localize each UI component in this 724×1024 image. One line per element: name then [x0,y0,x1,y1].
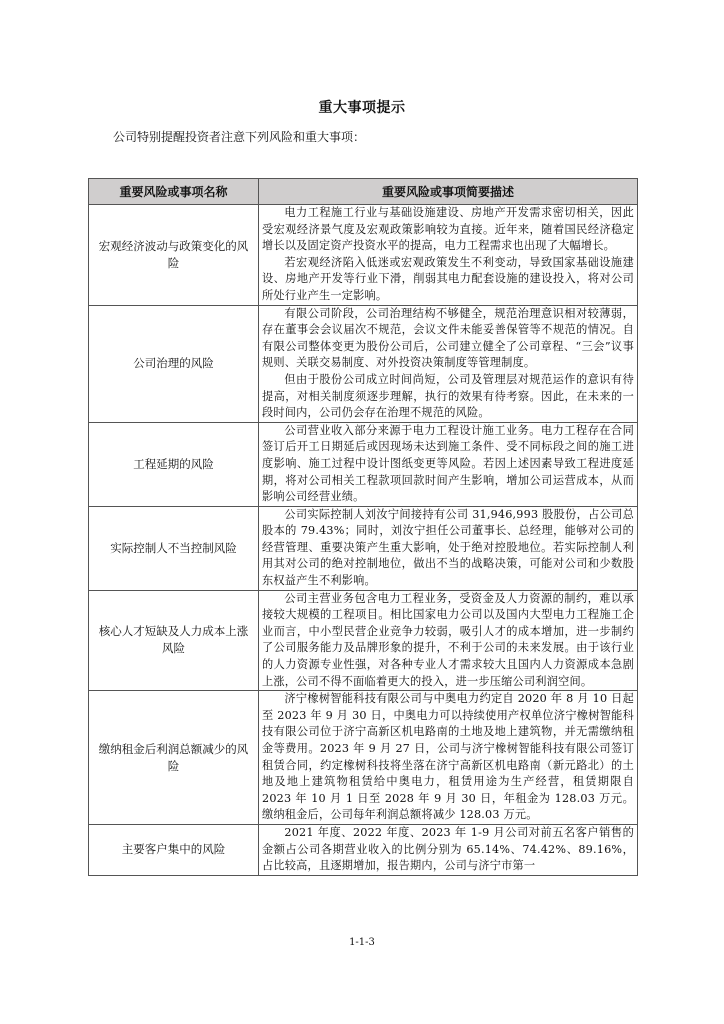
risk-table [88,178,638,876]
risk-name-cell: 公司治理的风险 [89,305,259,422]
risk-table-body [89,205,638,876]
risk-name-cell: 实际控制人不当控制风险 [89,506,259,590]
table-row [89,422,638,506]
header-risk-description: 重要风险或事项简要描述 [259,179,638,205]
risk-name-cell: 核心人才短缺及人力成本上涨风险 [89,590,259,691]
table-row [89,691,638,825]
page-title: 重大事项提示 [318,100,406,116]
risk-description-cell [259,506,638,590]
risk-description-paragraph: 公司实际控制人刘汝宁间接持有公司 31,946,993 股股份，占公司总股本的 79.43%；同时，刘汝宁担任公司董事长、总经理，能够对公司的经营管理、重要决策产生重大影响，处于绝对控股地位。若实际控制人利用其对公司的绝对控制地位，做出不当的战略决策，可能对公司和少数股东权益产生不利影响。 [262,507,634,588]
table-header-row [89,179,638,205]
intro-text: 公司特别提醒投资者注意下列风险和重大事项： [113,130,366,144]
risk-name-cell: 工程延期的风险 [89,422,259,506]
risk-description-cell [259,590,638,691]
risk-description-paragraph: 公司营业收入部分来源于电力工程设计施工业务。电力工程存在合同签订后开工日期延后或因现场未达到施工条件、受不同标段之间的施工进度影响、施工过程中设计图纸变更等风险。若因上述因素导致工程进度延期，将对公司相关工程款项回款时间产生影响，增加公司运营成本，从而影响公司经营业绩。 [262,423,634,504]
table-row [89,305,638,422]
risk-description-paragraph: 公司主营业务包含电力工程业务，受资金及人力资源的制约，难以承接较大规模的工程项目。相比国家电力公司以及国内大型电力工程施工企业而言，中小型民营企业竞争力较弱，吸引人才的成本增加，进一步制约了公司服务能力及品牌形象的提升，不利于公司的未来发展。由于该行业的人力资源专业性强，对各种专业人才需求较大且国内人力资源成本急剧上涨，公司不得不面临着更大的投入，进一步压缩公司利润空间。 [262,591,634,688]
table-row [89,506,638,590]
risk-description-paragraph: 2021 年度、2022 年度、2023 年 1-9 月公司对前五名客户销售的金额占公司各期营业收入的比例分别为 65.14%、74.42%、89.16%，占比较高，且逐期增加，报告期内，公司与济宁市第一 [262,825,634,873]
page-number: 1-1-3 [349,937,375,948]
risk-description-cell [259,691,638,825]
risk-description-cell [259,422,638,506]
risk-description-paragraph: 但由于股份公司成立时间尚短，公司及管理层对规范运作的意识有待提高，对相关制度须逐步理解，执行的效果有待考察。因此，在未来的一段时间内，公司仍会存在治理不规范的风险。 [262,372,634,420]
risk-name-cell: 缴纳租金后利润总额减少的风险 [89,691,259,825]
risk-description-cell [259,824,638,875]
risk-description-paragraph: 有限公司阶段，公司治理结构不够健全，规范治理意识相对较薄弱，存在董事会会议届次不规范，会议文件未能妥善保管等不规范的情况。自有限公司整体变更为股份公司后，公司建立健全了公司章程、“三会”议事规则、关联交易制度、对外投资决策制度等管理制度。 [262,306,634,370]
header-risk-name: 重要风险或事项名称 [89,179,259,205]
table-row [89,824,638,875]
table-row [89,590,638,691]
table-row [89,205,638,306]
risk-name-cell: 主要客户集中的风险 [89,824,259,875]
risk-name-cell: 宏观经济波动与政策变化的风险 [89,205,259,306]
risk-description-paragraph: 济宁橡树智能科技有限公司与中奥电力约定自 2020 年 8 月 10 日起至 2023 年 9 月 30 日，中奥电力可以持续使用产权单位济宁橡树智能科技有限公司位于济宁高新区机电路南的土地及地上建筑物，并无需缴纳租金等费用。2023 年 9 月 27 日，公司与济宁橡树智能科技有限公司签订租赁合同，约定橡树科技将坐落在济宁高新区机电路南（新元路北）的土地及地上建筑物租赁给中奥电力，租赁用途为生产经营，租赁期限自 2023 年 10 月 1 日至 2028 年 9 月 30 日，年租金为 128.03 万元。缴纳租金后，公司每年利润总额将减少 128.03 万元。 [262,692,634,822]
risk-description-paragraph: 若宏观经济陷入低迷或宏观政策发生不利变动，导致国家基础设施建设、房地产开发等行业下滑，削弱其电力配套设施的建设投入，将对公司所处行业产生一定影响。 [262,255,634,302]
risk-description-cell [259,205,638,306]
risk-description-cell [259,305,638,422]
risk-description-paragraph: 电力工程施工行业与基础设施建设、房地产开发需求密切相关，因此受宏观经济景气度及宏观政策影响较为直接。近年来，随着国民经济稳定增长以及固定资产投资水平的提高，电力工程需求也出现了大幅增长。 [262,206,634,253]
